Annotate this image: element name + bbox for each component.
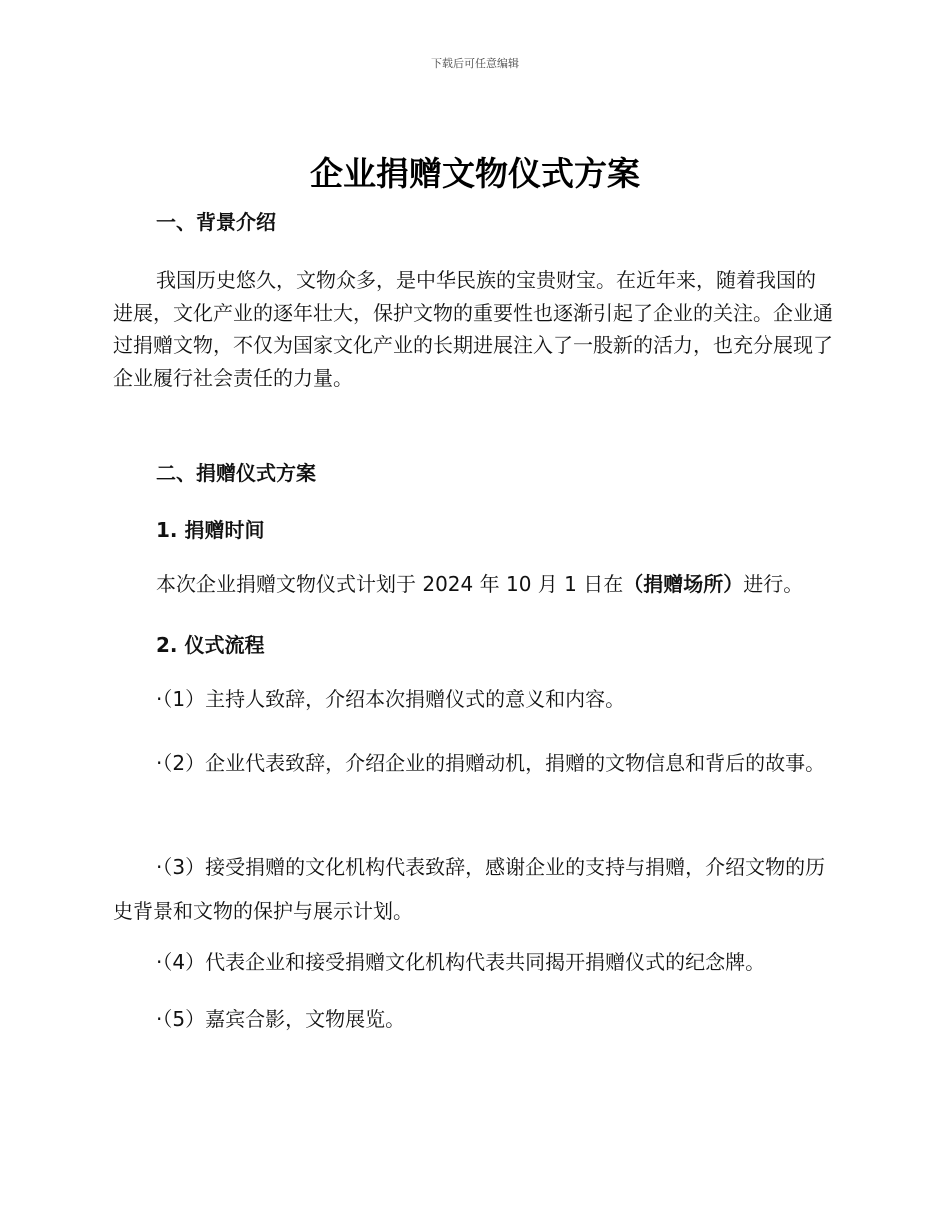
process-item-2: ·（2）企业代表致辞，介绍企业的捐赠动机，捐赠的文物信息和背后的故事。 [156, 751, 826, 775]
donation-venue-placeholder: （捐赠场所） [623, 572, 744, 596]
donation-time-text [113, 569, 835, 600]
header-note: 下载后可任意编辑 [431, 57, 519, 70]
process-item-3: ·（3）接受捐赠的文化机构代表致辞，感谢企业的支持与捐赠，介绍文物的历史背景和文物的保护与展示计划。 [113, 855, 826, 923]
process-item-5: ·（5）嘉宾合影，文物展览。 [156, 1007, 406, 1031]
donation-time-prefix: 本次企业捐赠文物仪式计划于 2024 年 10 月 1 日在 [156, 572, 624, 596]
background-paragraph: 我国历史悠久，文物众多，是中华民族的宝贵财宝。在近年来，随着我国的进展，文化产业的逐年壮大，保护文物的重要性也逐渐引起了企业的关注。企业通过捐赠文物，不仅为国家文化产业的长期进展注入了一股新的活力，也充分展现了企业履行社会责任的力量。 [113, 268, 833, 390]
donation-time-suffix: 进行。 [743, 572, 804, 596]
subheading-ceremony-process: 2. 仪式流程 [156, 633, 265, 657]
document-title: 企业捐赠文物仪式方案 [310, 154, 640, 193]
subheading-donation-time: 1. 捐赠时间 [156, 518, 265, 542]
section-heading-ceremony-plan: 二、捐赠仪式方案 [156, 461, 316, 485]
process-item-4: ·（4）代表企业和接受捐赠文化机构代表共同揭开捐赠仪式的纪念牌。 [156, 950, 766, 974]
process-item-1: ·（1）主持人致辞，介绍本次捐赠仪式的意义和内容。 [156, 687, 626, 711]
section-heading-background: 一、背景介绍 [156, 210, 276, 234]
